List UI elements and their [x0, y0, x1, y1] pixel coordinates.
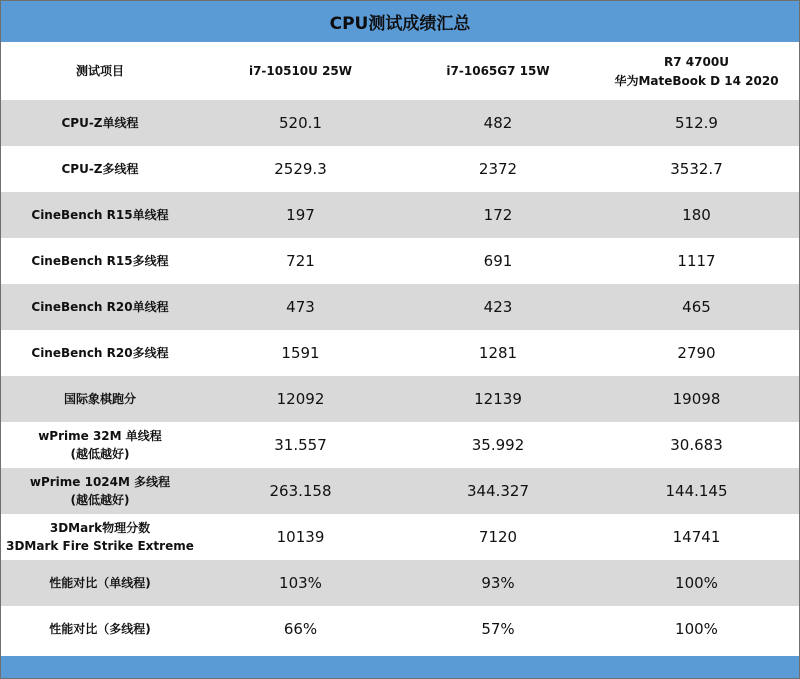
- table-header-row: [1, 43, 799, 100]
- row-label-note: (越低越好): [70, 493, 130, 507]
- cell-cpu1: 721: [199, 238, 402, 284]
- table-title: CPU测试成绩汇总: [1, 1, 799, 43]
- row-label: CineBench R15多线程: [1, 238, 199, 284]
- row-label: CPU-Z单线程: [1, 100, 199, 146]
- cell-cpu2: 57%: [402, 606, 594, 652]
- column-header-cpu1: i7-10510U 25W: [199, 43, 402, 100]
- column-header-cpu2: i7-1065G7 15W: [402, 43, 594, 100]
- cell-cpu3: 2790: [594, 330, 799, 376]
- cell-cpu1: 197: [199, 192, 402, 238]
- row-label-main: wPrime 1024M 多线程: [29, 475, 171, 489]
- cell-cpu2: 35.992: [402, 422, 594, 468]
- table-row: [1, 606, 799, 652]
- cell-cpu3: 465: [594, 284, 799, 330]
- row-label: 性能对比（多线程): [1, 606, 199, 652]
- cell-cpu2: 7120: [402, 514, 594, 560]
- cell-cpu2: 344.327: [402, 468, 594, 514]
- cell-cpu3: 14741: [594, 514, 799, 560]
- cell-cpu1: 263.158: [199, 468, 402, 514]
- row-label-note: 3DMark Fire Strike Extreme: [6, 539, 194, 553]
- column-header-cpu3-device: 华为MateBook D 14 2020: [614, 73, 779, 88]
- cell-cpu1: 31.557: [199, 422, 402, 468]
- table-row: [1, 330, 799, 376]
- table-row: [1, 376, 799, 422]
- cell-cpu1: 12092: [199, 376, 402, 422]
- row-label: [1, 468, 199, 514]
- table-row: [1, 284, 799, 330]
- cell-cpu1: 66%: [199, 606, 402, 652]
- cell-cpu3: 19098: [594, 376, 799, 422]
- row-label: 国际象棋跑分: [1, 376, 199, 422]
- table-row: [1, 560, 799, 606]
- row-label: 性能对比（单线程): [1, 560, 199, 606]
- cell-cpu1: 2529.3: [199, 146, 402, 192]
- cell-cpu3: 144.145: [594, 468, 799, 514]
- cell-cpu2: 2372: [402, 146, 594, 192]
- cell-cpu1: 103%: [199, 560, 402, 606]
- table-row: [1, 146, 799, 192]
- table-row: [1, 514, 799, 560]
- cpu-results-table: [1, 43, 799, 652]
- table-row: [1, 100, 799, 146]
- cell-cpu3: 3532.7: [594, 146, 799, 192]
- row-label: [1, 422, 199, 468]
- cell-cpu1: 1591: [199, 330, 402, 376]
- cell-cpu2: 1281: [402, 330, 594, 376]
- row-label-main: 3DMark物理分数: [49, 521, 151, 535]
- cell-cpu3: 100%: [594, 560, 799, 606]
- cell-cpu3: 1117: [594, 238, 799, 284]
- cell-cpu2: 423: [402, 284, 594, 330]
- cell-cpu3: 100%: [594, 606, 799, 652]
- row-label: CineBench R20多线程: [1, 330, 199, 376]
- cell-cpu1: 473: [199, 284, 402, 330]
- table-row: [1, 238, 799, 284]
- cell-cpu2: 93%: [402, 560, 594, 606]
- table-row: [1, 468, 799, 514]
- cell-cpu1: 520.1: [199, 100, 402, 146]
- cell-cpu1: 10139: [199, 514, 402, 560]
- cell-cpu2: 691: [402, 238, 594, 284]
- cell-cpu2: 172: [402, 192, 594, 238]
- table-row: [1, 192, 799, 238]
- row-label: CineBench R20单线程: [1, 284, 199, 330]
- row-label: [1, 514, 199, 560]
- footer-bar: [1, 656, 799, 678]
- cell-cpu3: 30.683: [594, 422, 799, 468]
- column-header-cpu3-model: R7 4700U: [664, 54, 729, 69]
- table-row: [1, 422, 799, 468]
- row-label-main: wPrime 32M 单线程: [38, 429, 162, 443]
- cell-cpu3: 180: [594, 192, 799, 238]
- cell-cpu2: 12139: [402, 376, 594, 422]
- cell-cpu2: 482: [402, 100, 594, 146]
- column-header-item: 测试项目: [1, 43, 199, 100]
- row-label: CPU-Z多线程: [1, 146, 199, 192]
- row-label-note: (越低越好): [70, 447, 130, 461]
- column-header-cpu3: [594, 43, 799, 100]
- cell-cpu3: 512.9: [594, 100, 799, 146]
- row-label: CineBench R15单线程: [1, 192, 199, 238]
